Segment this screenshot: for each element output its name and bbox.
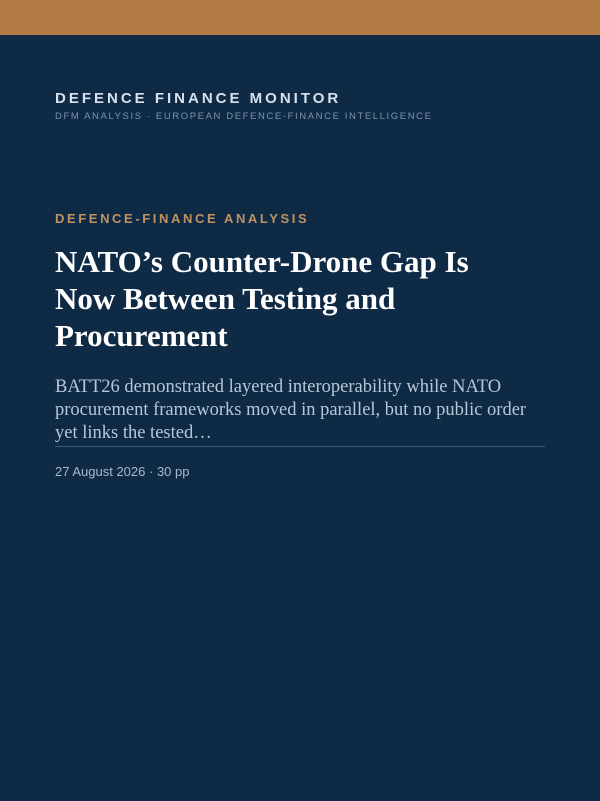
masthead xyxy=(55,90,555,123)
article-date: 27 August 2026 xyxy=(55,464,146,479)
article xyxy=(55,211,545,480)
article-title: NATO’s Counter-Drone Gap Is Now Between Testing and Procurement xyxy=(55,244,469,353)
top-accent-bar xyxy=(0,0,600,35)
article-kicker: DEFENCE-FINANCE ANALYSIS xyxy=(55,211,310,226)
meta-separator: · xyxy=(148,464,154,479)
brand-name: DEFENCE FINANCE MONITOR xyxy=(55,90,342,107)
article-meta xyxy=(55,464,545,480)
article-dek: BATT26 demonstrated layered interoperability while NATO procurement frameworks moved in parallel, but no public order yet links the tested… xyxy=(55,376,545,447)
brand-subtitle: DFM ANALYSIS · EUROPEAN DEFENCE-FINANCE INTELLIGENCE xyxy=(55,111,433,122)
article-page-count: 30 pp xyxy=(156,464,190,479)
